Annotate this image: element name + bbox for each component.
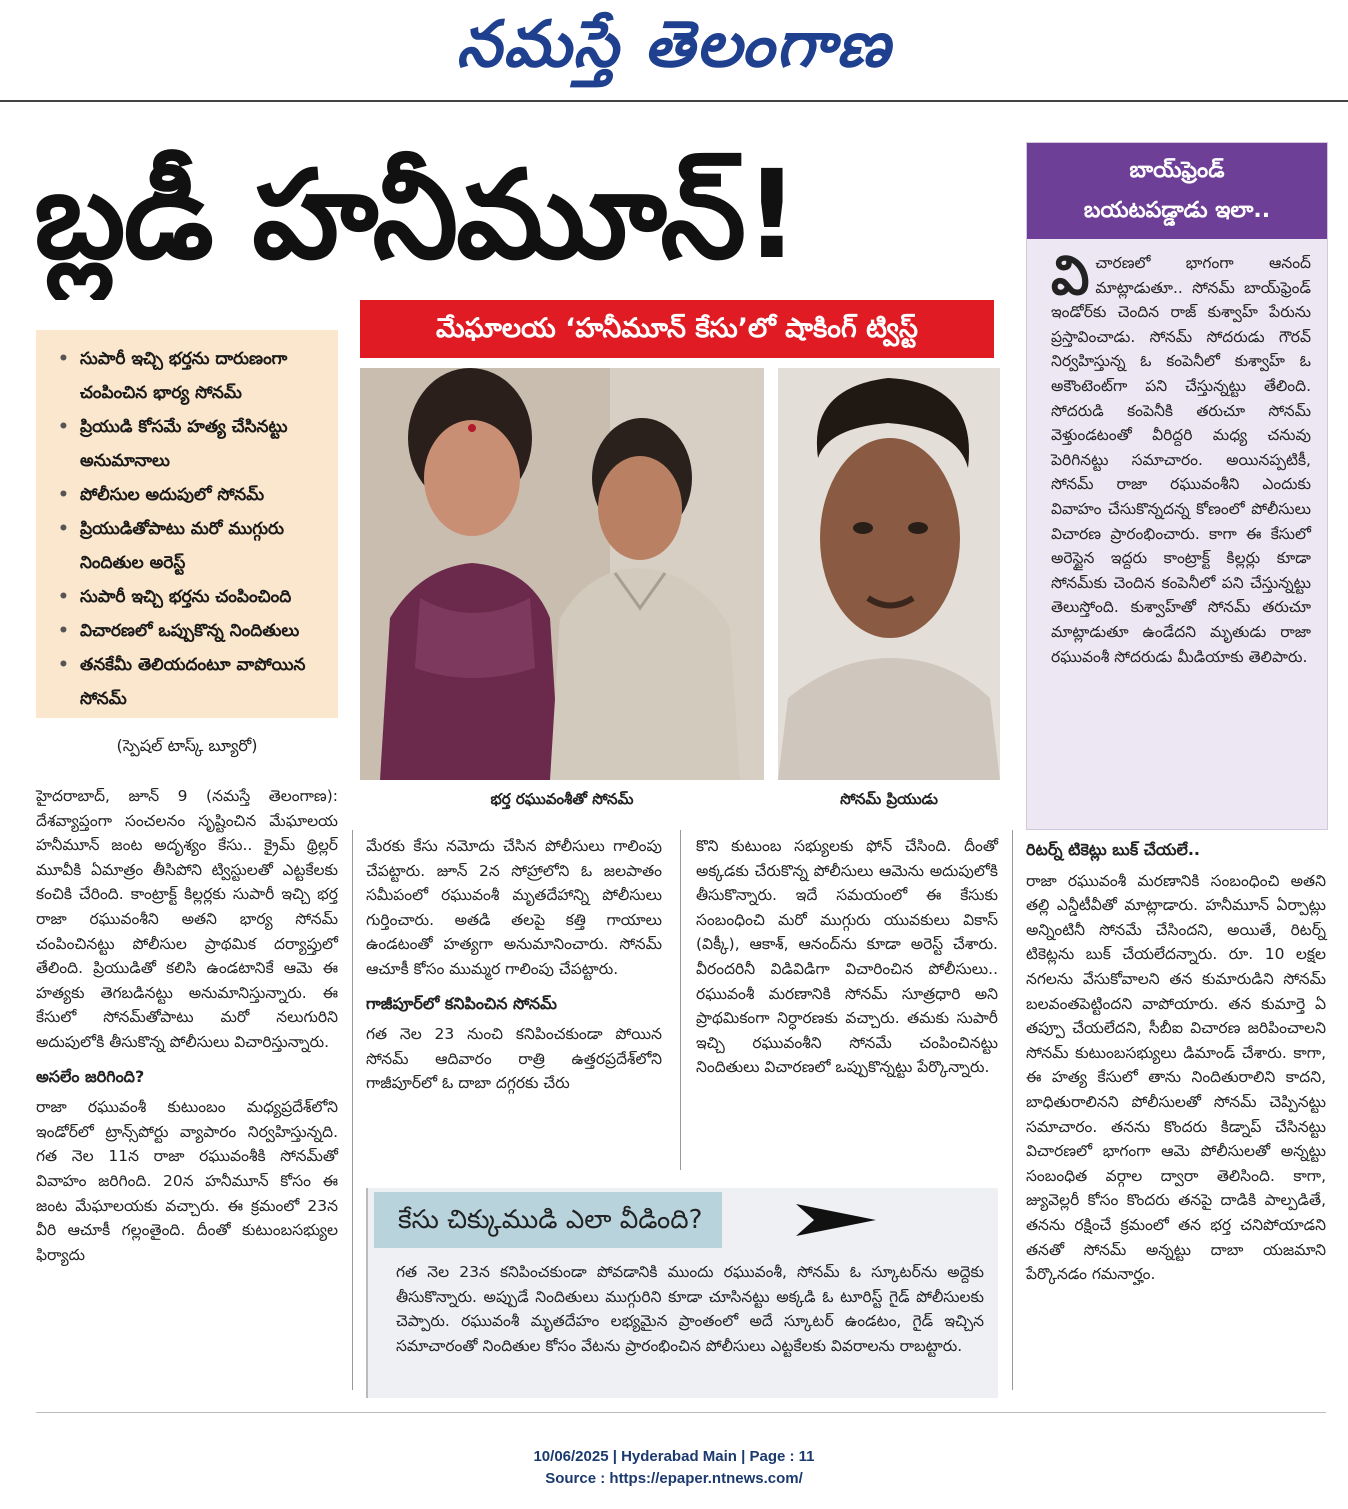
sidebar-text: చారణలో భాగంగా ఆనంద్ మాట్లాడుతూ.. సోనమ్ బాయ్‌ఫ్రెండ్ ఇండోర్‌కు చెందిన రాజ్ కుశ్వాహ్ పేరును ప్రస్తావించాడు. సోనమ్ సోదరుడు గౌరవ్ నిర్వహిస్తున్న ఓ కంపెనీలో కుశ్వాహ్ ఓ అకౌంటెంట్‌గా పని చేస్తున్నట్టు తేలింది. సోదరుడి కంపెనీకి తరుచూ సోనమ్ వెళ్తుండటంతో వీరిద్దరి మధ్య చనువు పెరిగినట్టు సమాచారం. అయినప్పటికీ, సోనమ్ రాజా రఘువంశీని ఎందుకు వివాహం చేసుకొన్నదన్న కోణంలో పోలీసులు విచారణ ప్రారంభించారు. కాగా ఈ కేసులో అరెస్టైన ఇద్దరు కాంట్రాక్ట్ కిల్లర్లు కూడా సోనమ్‌కు చెందిన కంపెనీలో పని చేస్తున్నట్టు తెలుస్తోంది. కుశ్వాహ్‌తో సోనమ్ తరుచూ మాట్లాడుతూ ఉండేదని మృతుడు రాజా రఘువంశీ సోదరుడు మీడియాకు తెలిపారు.: [1051, 254, 1311, 666]
article-paragraph: రాజా రఘువంశీ కుటుంబం మధ్యప్రదేశ్‌లోని ఇండోర్‌లో ట్రాన్స్‌పోర్టు వ్యాపారం నిర్వహిస్తున్నది. గత నెల 11న రాజా రఘువంశీకి సోనమ్‌తో వివాహం జరిగింది. 20న హనీమూన్ కోసం ఈ జంట మేఘాలయకు వచ్చారు. ఈ క్రమంలో 23న వీరి ఆచూకీ గల్లంతైంది. దీంతో కుటుంబసభ్యుల ఫిర్యాదు: [36, 1098, 338, 1264]
highlight-item: • విచారణలో ఒప్పుకొన్న నిందితులు: [58, 614, 328, 648]
footer-edition-info: 10/06/2025 | Hyderabad Main | Page : 11: [533, 1448, 815, 1465]
couple-photo: [360, 368, 764, 780]
drop-cap: వి: [1051, 244, 1090, 307]
section-heading: రిటర్న్ టికెట్లు బుక్ చేయలే..: [1026, 840, 1200, 859]
sidebar-body: [1027, 239, 1327, 679]
photo-caption-boyfriend: సోనమ్ ప్రియుడు: [840, 790, 938, 808]
sidebar-title-line: బాయ్‌ఫ్రెండ్: [1129, 158, 1225, 183]
article-column-1: [36, 784, 338, 1267]
article-column-4: [1026, 838, 1326, 1287]
column-divider: [1012, 830, 1013, 1390]
byline: (స్పెషల్ టాస్క్ బ్యూరో): [116, 736, 258, 755]
article-column-3: [696, 834, 998, 1080]
article-paragraph: రాజా రఘువంశీ మరణానికి సంబంధించి అతని తల్లి ఎన్డీటీవీతో మాట్లాడారు. హనీమూన్ ఏర్పాట్లు అన్నింటినీ సోనమే చేసిందని, అయితే, రిటర్న్ టికెట్లను బుక్ చేయలేదన్నారు. రూ. 10 లక్షల నగలను వేసుకోవాలని తన కుమారుడిని సోనమ్ బలవంతపెట్టిందని వాపోయారు. తన కుమార్తె ఏ తప్పూ చేయలేదని, సీబీఐ విచారణ జరిపించాలని సోనమ్ కుటుంబసభ్యులు డిమాండ్ చేశారు. కాగా, ఈ హత్య కేసులో తాను నిందితురాలిని కాదని, బాధితురాలినని పోలీసులతో సోనమ్ చెప్పినట్టు సమాచారం. తనను కొందరు కిడ్నాప్ చేసినట్టు విచారణలో భాగంగా ఆమె పోలీసులతో అన్నట్టు సంబంధిత వర్గాల ద్వారా తెలిసింది. కాగా, జ్యువెల్లరీ కోసం కొందరు తనపై దాడికి పాల్పడితే, తనను రక్షించే క్రమంలో తన భర్త చనిపోయాడని తనతో సోనమ్ అన్నట్టు దాబా యజమాని పేర్కొనడం గమనార్హం.: [1026, 871, 1326, 1284]
section-heading: గాజీపూర్‌లో కనిపించిన సోనమ్: [366, 993, 557, 1013]
headline: బ్లడీ హనీమూన్!: [34, 144, 798, 286]
column-divider: [680, 830, 681, 1170]
highlights-list: [58, 342, 328, 716]
page-footer: [0, 1446, 1348, 1490]
article-paragraph: కొని కుటుంబ సభ్యులకు ఫోన్ చేసింది. దీంతో అక్కడకు చేరుకొన్న పోలీసులు ఆమెను అదుపులోకి తీసుకొన్నారు. ఇదే సమయంలో ఈ కేసుకు సంబంధించి మరో ముగ్గురు యువకులు వికాస్ (విక్కీ), ఆకాశ్, ఆనంద్‌ను కూడా అరెస్ట్ చేశారు. వీరందరినీ విడివిడిగా విచారించిన పోలీసులు.. రఘువంశీ మరణానికి సోనమ్ సూత్రధారి అని ప్రాథమికంగా నిర్ధారణకు వచ్చారు. తమకు సుపారీ ఇచ్చి రఘువంశీని సోనమే చంపించినట్టు నిందితులు విచారణలో ఒప్పుకొన్నట్టు పేర్కొన్నారు.: [696, 837, 998, 1077]
highlight-item: • సుపారీ ఇచ్చి భర్తను చంపించింది: [58, 580, 328, 614]
column-divider: [352, 830, 353, 1390]
section-heading: అసలేం జరిగింది?: [36, 1066, 145, 1086]
highlights-box: [36, 330, 338, 718]
case-cracked-box: [366, 1188, 998, 1398]
highlight-item: • ప్రియుడితోపాటు మరో ముగ్గురు నిందితుల అరెస్ట్: [58, 512, 328, 580]
sidebar-title-line: బయటపడ్డాడు ఇలా..: [1083, 198, 1271, 223]
photo-caption-couple: భర్త రఘువంశీతో సోనమ్: [490, 790, 634, 808]
subheadline-bar: మేఘాలయ ‘హనీమూన్ కేసు’లో షాకింగ్ ట్విస్ట్: [360, 300, 994, 358]
article-paragraph: గత నెల 23 నుంచి కనిపించకుండా పోయిన సోనమ్ ఆదివారం రాత్రి ఉత్తరప్రదేశ్‌లోని గాజీపూర్‌లో ఓ దాబా దగ్గరకు చేరు: [366, 1025, 662, 1093]
sidebar-boyfriend-box: [1026, 142, 1328, 830]
box-title: కేసు చిక్కుముడి ఎలా వీడింది?: [374, 1192, 722, 1248]
couple-photo-illustration: [360, 368, 764, 780]
highlight-item: • పోలీసుల అదుపులో సోనమ్: [58, 478, 328, 512]
arrow-icon: [796, 1200, 876, 1240]
highlight-item: • ప్రియుడి కోసమే హత్య చేసినట్టు అనుమానాలు: [58, 410, 328, 478]
sidebar-title: [1027, 143, 1327, 239]
boyfriend-photo-illustration: [778, 368, 1000, 780]
newspaper-logo: నమస్తే తెలంగాణ: [456, 8, 892, 82]
article-lead-paragraph: హైదరాబాద్, జూన్ 9 (నమస్తే తెలంగాణ): దేశవ్యాప్తంగా సంచలనం సృష్టించిన మేఘాలయ హనీమూన్ జంట అదృశ్యం కేసు.. క్రైమ్ థ్రిల్లర్ మూవీకి ఏమాత్రం తీసిపోని ట్విస్టులతో ఎట్టకేలకు కంచికి చేరింది. కాంట్రాక్ట్ కిల్లర్లకు సుపారీ ఇచ్చి భర్త రాజా రఘువంశీని అతని భార్య సోనమ్ చంపించినట్టు పోలీసుల ప్రాథమిక దర్యాప్తులో తేలింది. ప్రియుడితో కలిసి ఉండటానికే ఆమె ఈ హత్యకు తెగబడినట్టు అనుమానిస్తున్నారు. ఈ కేసులో సోనమ్‌తోపాటు మరో నలుగురిని అదుపులోకి తీసుకొన్న పోలీసులు విచారిస్తున్నారు.: [36, 787, 338, 1051]
bottom-divider: [36, 1412, 1326, 1413]
box-title-wrap: [368, 1192, 1000, 1248]
highlight-item: • తనకేమీ తెలియదంటూ వాపోయిన సోనమ్: [58, 648, 328, 716]
footer-source[interactable]: Source : https://epaper.ntnews.com/: [545, 1470, 803, 1487]
highlight-item: • సుపారీ ఇచ్చి భర్తను దారుణంగా చంపించిన భార్య సోనమ్: [58, 342, 328, 410]
article-column-2: [366, 834, 662, 1096]
masthead: [0, 0, 1348, 100]
boyfriend-photo: [778, 368, 1000, 780]
box-body: గత నెల 23న కనిపించకుండా పోవడానికి ముందు రఘువంశీ, సోనమ్ ఓ స్కూటర్‌ను అద్దెకు తీసుకొన్నారు. అప్పుడే నిందితులు ముగ్గురిని కూడా చూసినట్టు అక్కడి ఓ టూరిస్ట్ గైడ్ పోలీసులకు చెప్పారు. రఘువంశీ మృతదేహం లభ్యమైన ప్రాంతంలో అదే స్కూటర్ ఉండటం, గైడ్ ఇచ్చిన సమాచారంతో నిందితుల కోసం వేటను ప్రారంభించిన పోలీసులు ఎట్టకేలకు వివరాలను రాబట్టారు.: [396, 1263, 984, 1355]
masthead-divider: [0, 100, 1348, 102]
article-paragraph: మేరకు కేసు నమోదు చేసిన పోలీసులు గాలింపు చేపట్టారు. జూన్ 2న సోహ్రాలోని ఓ జలపాతం సమీపంలో రఘువంశీ మృతదేహాన్ని పోలీసులు గుర్తించారు. అతడి తలపై కత్తి గాయాలు ఉండటంతో హత్యగా అనుమానించారు. సోనమ్ ఆచూకీ కోసం ముమ్మర గాలింపు చేపట్టారు.: [366, 837, 662, 978]
